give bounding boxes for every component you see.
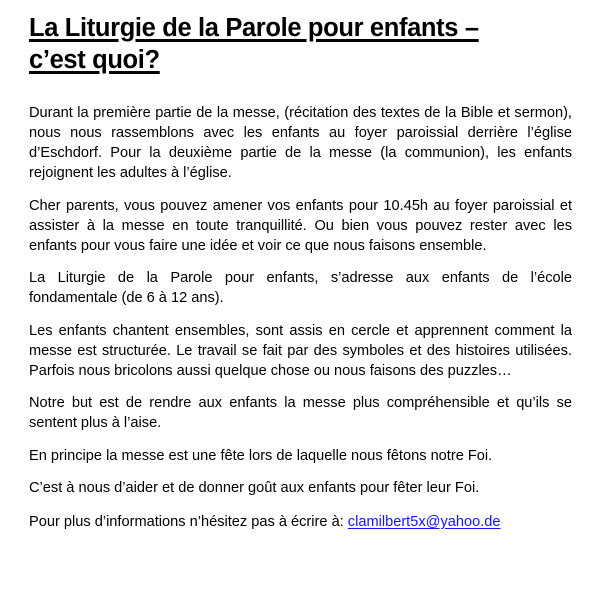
paragraph-goal: Notre but est de rendre aux enfants la messe plus compréhensible et qu’ils se sentent plus à l’aise. xyxy=(29,395,572,431)
paragraph-age-range: La Liturgie de la Parole pour enfants, s’adresse aux enfants de l’école fondamentale (de 6 à 12 ans). xyxy=(29,270,572,306)
page-title-line-1 xyxy=(29,12,559,44)
paragraph-activities: Les enfants chantent ensembles, sont assis en cercle et apprennent comment la messe est structurée. Le travail se fait par des symboles et des histoires utilisées. Parfois nous bricolons aussi quelque chose ou nous faisons des puzzles… xyxy=(29,322,572,379)
document-body xyxy=(29,103,572,532)
paragraph-celebration: En principe la messe est une fête lors de laquelle nous fêtons notre Foi. xyxy=(29,447,493,464)
paragraph-our-role: C’est à nous d’aider et de donner goût aux enfants pour fêter leur Foi. xyxy=(29,480,480,496)
paragraph-contact xyxy=(29,512,572,532)
page-title-line-1-text: La Liturgie de la Parole pour enfants – xyxy=(29,14,479,42)
page-title-line-2-text: c’est quoi? xyxy=(29,46,160,74)
page-title xyxy=(29,12,559,76)
page-title-line-2 xyxy=(29,44,559,76)
contact-lead-text: Pour plus d’informations n’hésitez pas à écrire à: xyxy=(29,514,348,530)
paragraph-parents-info: Cher parents, vous pouvez amener vos enfants pour 10.45h au foyer paroissial et assister à la messe en toute tranquillité. Ou bien vous pouvez rester avec les enfants pour vous faire une idée et voir ce que nous faisons ensemble. xyxy=(29,197,572,254)
contact-email-link[interactable]: clamilbert5x@yahoo.de xyxy=(347,514,501,530)
paragraph-intro: Durant la première partie de la messe, (récitation des textes de la Bible et sermon), nous nous rassemblons avec les enfants au foyer paroissial derrière l’église d’Eschdorf. Pour la deuxième partie de la messe (la communion), les enfants rejoignent les adultes à l’église. xyxy=(29,105,572,181)
